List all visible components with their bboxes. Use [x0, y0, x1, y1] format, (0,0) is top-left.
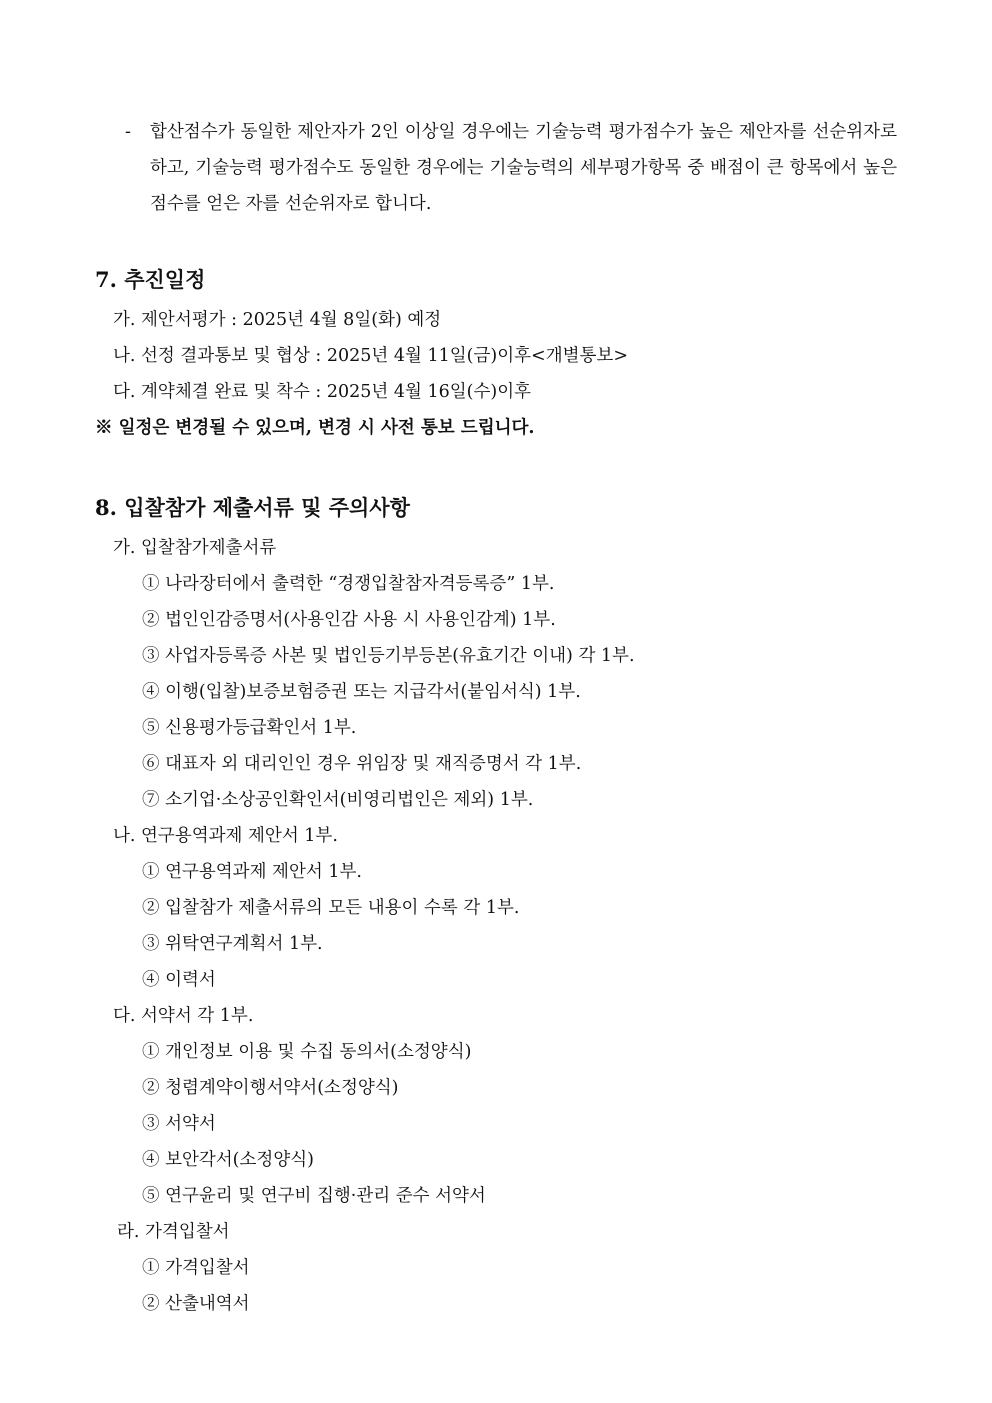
- document-group-label: 나. 연구용역과제 제안서 1부.: [113, 826, 338, 846]
- document-item: ④ 이행(입찰)보증보험증권 또는 지급각서(붙임서식) 1부.: [142, 682, 581, 702]
- document-item: ⑥ 대표자 외 대리인인 경우 위임장 및 재직증명서 각 1부.: [142, 754, 582, 774]
- document-item: ① 개인정보 이용 및 수집 동의서(소정양식): [142, 1042, 472, 1062]
- document-item: ③ 사업자등록증 사본 및 법인등기부등본(유효기간 이내) 각 1부.: [142, 646, 635, 666]
- document-item: ④ 보안각서(소정양식): [142, 1150, 314, 1170]
- document-item: ② 입찰참가 제출서류의 모든 내용이 수록 각 1부.: [142, 898, 520, 918]
- document-item: ② 청렴계약이행서약서(소정양식): [142, 1078, 399, 1098]
- document-item: ② 법인인감증명서(사용인감 사용 시 사용인감계) 1부.: [142, 610, 556, 630]
- document-item: ⑤ 연구윤리 및 연구비 집행·관리 준수 서약서: [142, 1186, 486, 1206]
- document-item: ③ 서약서: [142, 1114, 216, 1134]
- document-item: ① 가격입찰서: [142, 1258, 250, 1278]
- section-8-title: 8. 입찰참가 제출서류 및 주의사항: [95, 495, 410, 520]
- schedule-note: ※ 일정은 변경될 수 있으며, 변경 시 사전 통보 드립니다.: [95, 418, 535, 438]
- tie-break-paragraph: [125, 114, 897, 222]
- document-group-label: 라. 가격입찰서: [117, 1222, 230, 1242]
- document-item: ② 산출내역서: [142, 1294, 250, 1314]
- tie-break-text: 합산점수가 동일한 제안자가 2인 이상일 경우에는 기술능력 평가점수가 높은 제안자를 선순위자로 하고, 기술능력 평가점수도 동일한 경우에는 기술능력의 세부평가항목 중 배점이 큰 항목에서 높은 점수를 얻은 자를 선순위자로 합니다.: [150, 122, 897, 214]
- document-item: ⑤ 신용평가등급확인서 1부.: [142, 718, 357, 738]
- document-item: ⑦ 소기업·소상공인확인서(비영리법인은 제외) 1부.: [142, 790, 534, 810]
- dash-bullet: -: [125, 122, 131, 142]
- document-item: ① 나라장터에서 출력한 “경쟁입찰참자격등록증” 1부.: [142, 574, 555, 594]
- schedule-item: 가. 제안서평가 : 2025년 4월 8일(화) 예정: [113, 310, 442, 330]
- schedule-item: 다. 계약체결 완료 및 착수 : 2025년 4월 16일(수)이후: [113, 382, 532, 402]
- document-item: ① 연구용역과제 제안서 1부.: [142, 862, 362, 882]
- document-item: ③ 위탁연구계획서 1부.: [142, 934, 323, 954]
- schedule-item: 나. 선정 결과통보 및 협상 : 2025년 4월 11일(금)이후<개별통보>: [113, 346, 628, 366]
- document-item: ④ 이력서: [142, 970, 216, 990]
- section-7-title: 7. 추진일정: [95, 267, 206, 292]
- document-group-label: 가. 입찰참가제출서류: [113, 538, 277, 558]
- document-group-label: 다. 서약서 각 1부.: [113, 1006, 254, 1026]
